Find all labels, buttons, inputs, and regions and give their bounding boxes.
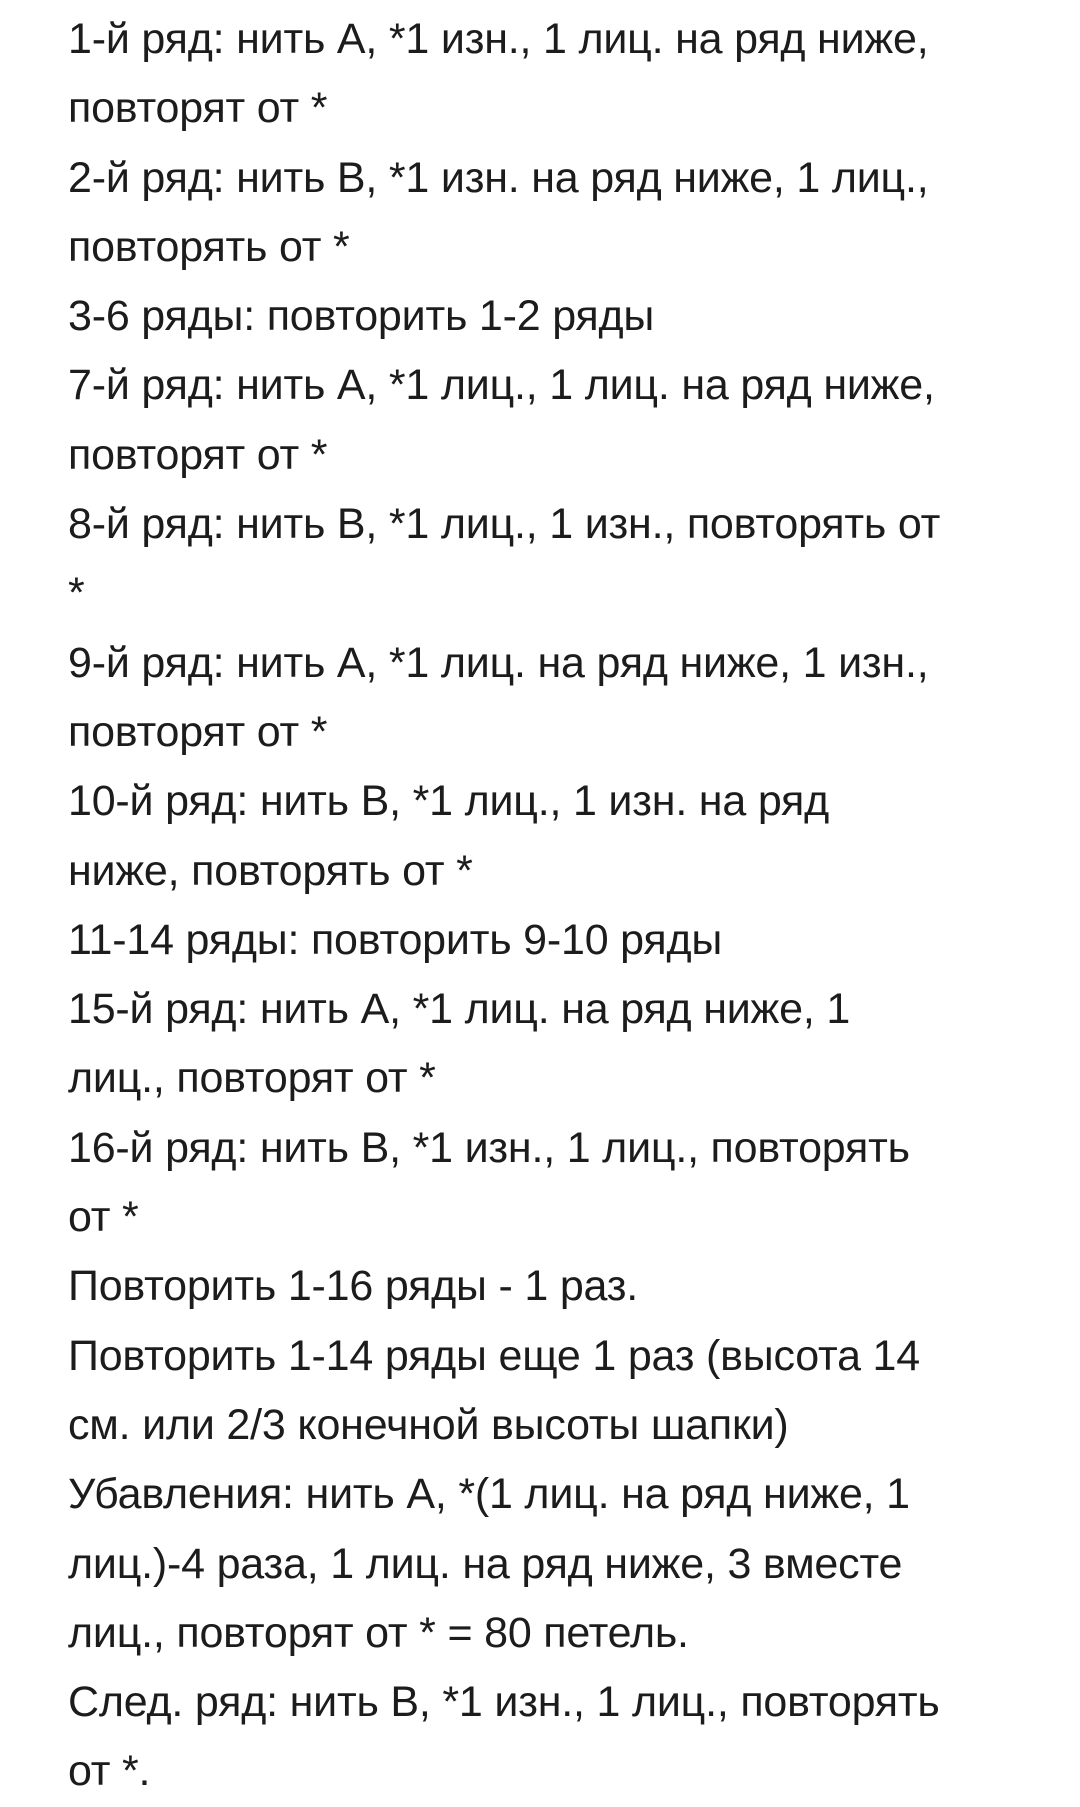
paragraph-rows-3-6 (68, 282, 1038, 351)
paragraph-row-10 (68, 767, 1038, 906)
text-line: 10-й ряд: нить В, *1 лиц., 1 изн. на ряд (68, 777, 830, 826)
text-line: лиц., повторят от * (68, 1054, 436, 1103)
text-line: лиц.)-4 раза, 1 лиц. на ряд ниже, 3 вместе (68, 1539, 903, 1588)
text-line: лиц., повторят от * = 80 петель. (68, 1608, 689, 1657)
pattern-text (68, 5, 1038, 1807)
paragraph-row-9 (68, 629, 1038, 768)
paragraph-row-8 (68, 490, 1038, 629)
text-line: 1-й ряд: нить А, *1 изн., 1 лиц. на ряд ниже, (68, 15, 929, 63)
text-line: 2-й ряд: нить В, *1 изн. на ряд ниже, 1 лиц., (68, 153, 929, 202)
paragraph-next-row (68, 1668, 1038, 1807)
text-line: Повторить 1-16 ряды - 1 раз. (68, 1262, 639, 1311)
text-line: 9-й ряд: нить А, *1 лиц. на ряд ниже, 1 изн., (68, 638, 929, 687)
text-line: 16-й ряд: нить В, *1 изн., 1 лиц., повторять (68, 1123, 910, 1172)
text-line: см. или 2/3 конечной высоты шапки) (68, 1400, 789, 1449)
text-line: 7-й ряд: нить А, *1 лиц., 1 лиц. на ряд ниже, (68, 361, 935, 410)
paragraph-repeat-1-16 (68, 1252, 1038, 1321)
text-line: 3-6 ряды: повторить 1-2 ряды (68, 292, 655, 341)
paragraph-row-1 (68, 5, 1038, 144)
paragraph-repeat-1-14 (68, 1322, 1038, 1461)
text-line: от *. (68, 1747, 151, 1796)
text-line: ниже, повторять от * (68, 846, 473, 895)
paragraph-row-2 (68, 144, 1038, 283)
text-line: повторят от * (68, 430, 328, 479)
paragraph-row-15 (68, 975, 1038, 1114)
paragraph-rows-11-14 (68, 906, 1038, 975)
paragraph-row-16 (68, 1114, 1038, 1253)
paragraph-decreases (68, 1460, 1038, 1668)
text-line: повторят от * (68, 84, 328, 133)
paragraph-row-7 (68, 351, 1038, 490)
text-line: Повторить 1-14 ряды еще 1 раз (высота 14 (68, 1331, 920, 1380)
text-line: повторят от * (68, 707, 328, 756)
text-line: След. ряд: нить В, *1 изн., 1 лиц., повторять (68, 1678, 940, 1727)
text-line: 11-14 ряды: повторить 9-10 ряды (68, 915, 723, 964)
text-line: 8-й ряд: нить В, *1 лиц., 1 изн., повторять от (68, 500, 941, 549)
text-line: 15-й ряд: нить А, *1 лиц. на ряд ниже, 1 (68, 985, 851, 1034)
text-line: от * (68, 1193, 139, 1242)
text-line: * (68, 569, 85, 618)
text-line: повторять от * (68, 222, 350, 271)
text-line: Убавления: нить А, *(1 лиц. на ряд ниже, 1 (68, 1470, 910, 1519)
